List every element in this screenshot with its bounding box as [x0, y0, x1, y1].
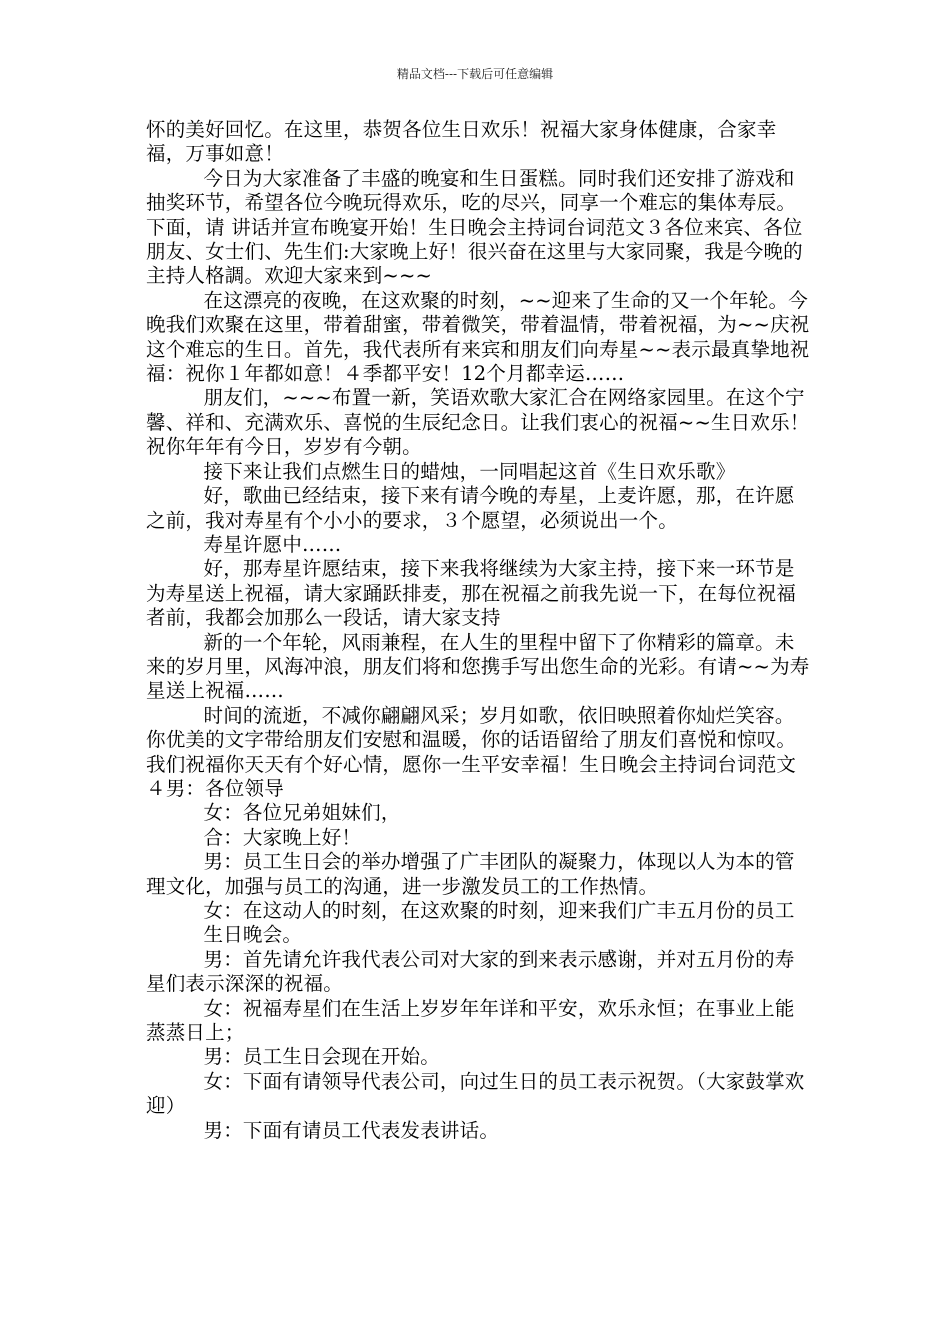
paragraph-5: 接下来让我们点燃生日的蜡烛，一同唱起这首《生日欢乐歌》: [203, 459, 736, 483]
paragraph-19: 女：下面有请领导代表公司，向过生日的员工表示祝贺。（大家鼓掌欢迎）: [146, 1069, 805, 1118]
paragraph-12: 合：大家晚上好！: [203, 825, 362, 849]
paragraph-15: 生日晚会。: [203, 923, 303, 947]
paragraph-1: 怀的美好回忆。在这里，恭贺各位生日欢乐！祝福大家身体健康，合家幸福，万事如意！: [146, 118, 777, 166]
paragraph-9: 新的一个年轮，风雨兼程，在人生的里程中留下了你精彩的篇章。未来的岁月里，风海冲浪，朋友们将和您携手写出您生命的光彩。有请~~为寿星送上祝福……: [146, 630, 810, 703]
paragraph-16: 男：首先请允许我代表公司对大家的到来表示感谢，并对五月份的寿星们表示深深的祝福。: [146, 947, 795, 996]
paragraph-11: 女：各位兄弟姐妹们，: [203, 801, 401, 825]
document-body: [146, 118, 810, 1143]
paragraph-6: 好，歌曲已经结束，接下来有请今晚的寿星，上麦许愿，那，在许愿之前，我对寿星有个小小的要求，３个愿望，必须说出一个。: [146, 484, 795, 532]
paragraph-8: 好，那寿星许愿结束，接下来我将继续为大家主持，接下来一环节是为寿星送上祝福，请大家踊跃排麦，那在祝福之前我先说一下，在每位祝福者前，我都会加那么一段话，请大家支持: [146, 557, 797, 630]
paragraph-20: 男：下面有请员工代表发表讲话。: [203, 1118, 500, 1142]
paragraph-3: 在这漂亮的夜晚，在这欢聚的时刻，~~迎来了生命的又一个年轮。今晚我们欢聚在这里，带着甜蜜，带着微笑，带着温情，带着祝福，为~~庆祝这个难忘的生日。首先，我代表所有来宾和朋友们向寿星~~表示最真挚地祝福：祝你１年都如意！４季都平安！12个月都幸运……: [146, 288, 810, 386]
paragraph-17: 女：祝福寿星们在生活上岁岁年年详和平安，欢乐永恒；在事业上能蒸蒸日上；: [146, 996, 795, 1045]
paragraph-10: 时间的流逝，不减你翩翩风采；岁月如歌，依旧映照着你灿烂笑容。你优美的文字带给朋友们安慰和温暖，你的话语留给了朋友们喜悦和惊叹。我们祝福你天天有个好心情，愿你一生平安幸福！生日晚会主持词台词范文４男：各位领导: [146, 703, 797, 800]
paragraph-2: 今日为大家准备了丰盛的晚宴和生日蛋糕。同时我们还安排了游戏和抽奖环节，希望各位今晚玩得欢乐，吃的尽兴，同享一个难忘的集体寿辰。下面，请 讲话并宣布晚宴开始！生日晚会主持词台词范文３各位来宾、各位朋友、女士们、先生们:大家晚上好！很兴奋在这里与大家同聚，我是今晚的主持人格調。欢迎大家来到~~~: [146, 166, 803, 288]
paragraph-14: 女：在这动人的时刻，在这欢聚的时刻，迎来我们广丰五月份的员工: [203, 899, 795, 922]
page-header: 精品文档---下载后可任意编辑: [396, 67, 554, 81]
paragraph-7: 寿星许愿中……: [203, 532, 342, 556]
paragraph-13: 男：员工生日会的举办增强了广丰团队的凝聚力，体现以人为本的管理文化，加强与员工的沟通，进一步激发员工的工作热情。: [146, 850, 795, 898]
paragraph-18: 男：员工生日会现在开始。: [203, 1045, 440, 1069]
paragraph-4: 朋友们，~~~布置一新，笑语欢歌大家汇合在网络家园里。在这个宁馨、祥和、充满欢乐、喜悦的生辰纪念日。让我们衷心的祝福~~生日欢乐！祝你年年有今日，岁岁有今朝。: [146, 386, 810, 459]
